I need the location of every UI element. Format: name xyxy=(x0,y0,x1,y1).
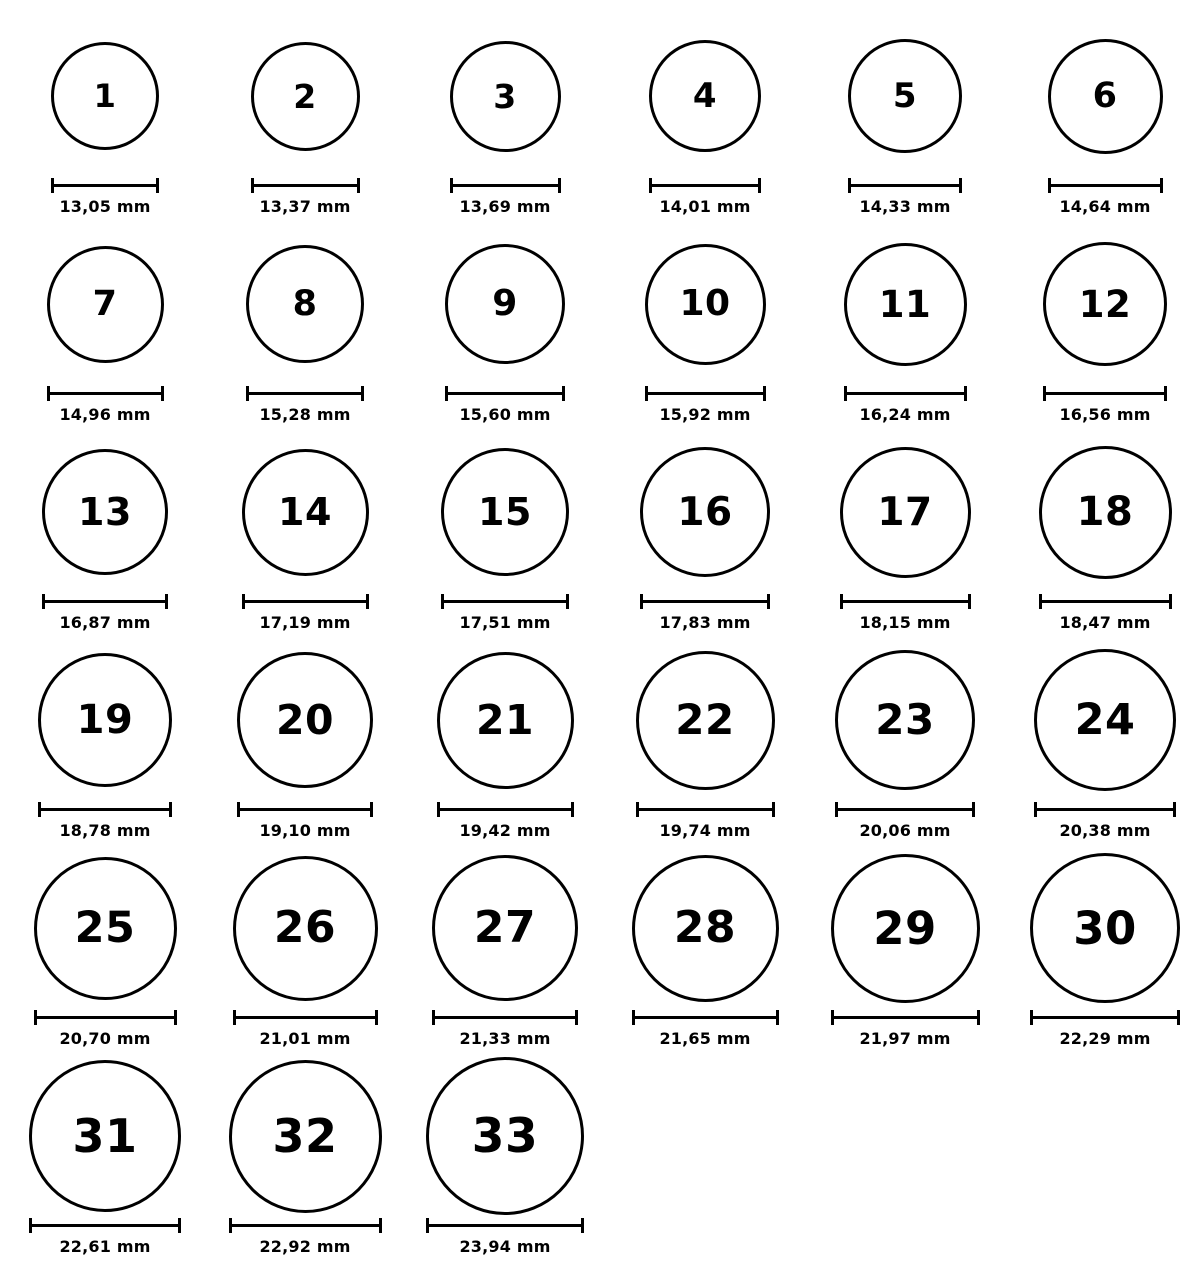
diameter-dimension-line xyxy=(1043,386,1167,400)
dimension-cap-left xyxy=(51,178,54,193)
ring-circle-slot xyxy=(441,430,569,594)
dimension-cap-left xyxy=(437,802,440,817)
dimension-cap-right xyxy=(581,1218,584,1233)
ring-size-number: 24 xyxy=(1074,694,1136,745)
dimension-cap-right xyxy=(767,594,770,609)
dimension-cap-right xyxy=(370,802,373,817)
diameter-label: 15,92 mm xyxy=(659,405,751,424)
dimension-bar xyxy=(47,392,164,395)
dimension-cap-left xyxy=(1030,1010,1033,1025)
dimension-bar xyxy=(1048,184,1163,187)
ring-size-number: 16 xyxy=(677,489,733,535)
diameter-dimension-line xyxy=(437,802,574,816)
dimension-bar xyxy=(1034,808,1176,811)
dimension-cap-left xyxy=(34,1010,37,1025)
dimension-cap-right xyxy=(169,802,172,817)
dimension-cap-right xyxy=(1160,178,1163,193)
diameter-dimension-line xyxy=(251,178,360,192)
dimension-bar xyxy=(437,808,574,811)
diameter-label: 15,60 mm xyxy=(459,405,551,424)
ring-circle xyxy=(426,1057,584,1215)
ring-size-number: 33 xyxy=(471,1108,539,1164)
dimension-cap-left xyxy=(840,594,843,609)
diameter-label: 19,10 mm xyxy=(259,821,351,840)
diameter-dimension-line xyxy=(432,1010,578,1024)
diameter-label: 14,96 mm xyxy=(59,405,151,424)
diameter-dimension-line xyxy=(640,594,770,608)
dimension-bar xyxy=(1039,600,1172,603)
diameter-label: 20,38 mm xyxy=(1059,821,1151,840)
ring-circle-slot xyxy=(1048,14,1163,178)
diameter-dimension-line xyxy=(233,1010,378,1024)
dimension-cap-left xyxy=(632,1010,635,1025)
diameter-dimension-line xyxy=(835,802,975,816)
dimension-cap-left xyxy=(38,802,41,817)
dimension-cap-right xyxy=(1164,386,1167,401)
ring-circle xyxy=(251,42,360,151)
ring-size-cell xyxy=(210,14,400,216)
diameter-label: 17,51 mm xyxy=(459,613,551,632)
dimension-cap-right xyxy=(772,802,775,817)
ring-circle-slot xyxy=(437,638,574,802)
ring-size-number: 10 xyxy=(679,283,731,324)
ring-circle xyxy=(649,40,761,152)
dimension-cap-left xyxy=(1039,594,1042,609)
ring-circle-slot xyxy=(831,846,980,1010)
dimension-bar xyxy=(844,392,967,395)
ring-size-cell xyxy=(610,14,800,216)
dimension-cap-left xyxy=(645,386,648,401)
ring-size-cell xyxy=(810,14,1000,216)
dimension-cap-left xyxy=(233,1010,236,1025)
ring-circle xyxy=(1030,853,1180,1003)
ring-circle xyxy=(450,41,561,152)
diameter-dimension-line xyxy=(831,1010,980,1024)
diameter-dimension-line xyxy=(29,1218,181,1232)
ring-circle xyxy=(38,653,172,787)
ring-size-number: 31 xyxy=(72,1109,138,1163)
dimension-cap-left xyxy=(229,1218,232,1233)
dimension-cap-left xyxy=(1034,802,1037,817)
dimension-cap-left xyxy=(42,594,45,609)
ring-size-number: 4 xyxy=(692,76,718,116)
diameter-label: 14,64 mm xyxy=(1059,197,1151,216)
dimension-cap-left xyxy=(441,594,444,609)
diameter-label: 19,42 mm xyxy=(459,821,551,840)
dimension-cap-right xyxy=(161,386,164,401)
diameter-dimension-line xyxy=(42,594,168,608)
dimension-cap-left xyxy=(47,386,50,401)
dimension-cap-left xyxy=(246,386,249,401)
diameter-label: 16,56 mm xyxy=(1059,405,1151,424)
ring-circle xyxy=(840,447,971,578)
dimension-cap-left xyxy=(450,178,453,193)
ring-size-cell xyxy=(610,638,800,840)
diameter-label: 22,29 mm xyxy=(1059,1029,1151,1048)
ring-circle-slot xyxy=(649,14,761,178)
ring-circle-slot xyxy=(445,222,565,386)
diameter-dimension-line xyxy=(34,1010,177,1024)
ring-size-number: 18 xyxy=(1076,489,1134,535)
ring-size-number: 21 xyxy=(475,695,535,744)
ring-circle xyxy=(237,652,373,788)
ring-size-number: 17 xyxy=(877,489,933,535)
dimension-bar xyxy=(445,392,565,395)
dimension-bar xyxy=(29,1224,181,1227)
diameter-label: 17,19 mm xyxy=(259,613,351,632)
ring-circle xyxy=(233,856,378,1001)
ring-size-cell xyxy=(210,638,400,840)
ring-size-number: 13 xyxy=(78,490,132,534)
dimension-cap-right xyxy=(776,1010,779,1025)
ring-circle xyxy=(42,449,168,575)
diameter-dimension-line xyxy=(1048,178,1163,192)
ring-size-cell xyxy=(410,846,600,1048)
ring-circle xyxy=(445,244,565,364)
ring-circle xyxy=(229,1060,382,1213)
ring-size-number: 11 xyxy=(878,282,932,326)
dimension-cap-left xyxy=(242,594,245,609)
ring-size-cell xyxy=(10,638,200,840)
ring-circle-slot xyxy=(1043,222,1167,386)
ring-size-number: 1 xyxy=(93,77,117,115)
ring-circle xyxy=(835,650,975,790)
ring-circle xyxy=(831,854,980,1003)
dimension-cap-right xyxy=(165,594,168,609)
dimension-cap-right xyxy=(758,178,761,193)
diameter-dimension-line xyxy=(441,594,569,608)
ring-circle xyxy=(844,243,967,366)
ring-circle-slot xyxy=(432,846,578,1010)
dimension-cap-right xyxy=(562,386,565,401)
diameter-dimension-line xyxy=(645,386,766,400)
diameter-dimension-line xyxy=(848,178,962,192)
ring-size-cell xyxy=(810,430,1000,632)
dimension-cap-right xyxy=(375,1010,378,1025)
diameter-dimension-line xyxy=(450,178,561,192)
diameter-dimension-line xyxy=(649,178,761,192)
dimension-cap-left xyxy=(432,1010,435,1025)
dimension-bar xyxy=(636,808,775,811)
ring-size-cell xyxy=(810,846,1000,1048)
ring-size-cell xyxy=(410,638,600,840)
dimension-cap-left xyxy=(844,386,847,401)
ring-circle xyxy=(1039,446,1172,579)
dimension-bar xyxy=(645,392,766,395)
diameter-dimension-line xyxy=(632,1010,779,1024)
dimension-bar xyxy=(848,184,962,187)
diameter-label: 20,06 mm xyxy=(859,821,951,840)
diameter-label: 14,33 mm xyxy=(859,197,951,216)
ring-size-number: 6 xyxy=(1092,75,1118,116)
dimension-cap-left xyxy=(445,386,448,401)
dimension-cap-left xyxy=(29,1218,32,1233)
ring-size-grid xyxy=(0,14,1200,1262)
ring-circle-slot xyxy=(51,14,159,178)
dimension-cap-right xyxy=(379,1218,382,1233)
diameter-label: 13,37 mm xyxy=(259,197,351,216)
ring-circle xyxy=(246,245,364,363)
diameter-label: 13,69 mm xyxy=(459,197,551,216)
ring-size-number: 8 xyxy=(292,283,318,324)
dimension-bar xyxy=(237,808,373,811)
diameter-label: 22,92 mm xyxy=(259,1237,351,1256)
ring-size-cell xyxy=(10,14,200,216)
ring-size-number: 27 xyxy=(473,902,537,953)
ring-circle-slot xyxy=(840,430,971,594)
ring-size-cell xyxy=(210,430,400,632)
ring-circle xyxy=(437,652,574,789)
dimension-bar xyxy=(246,392,364,395)
ring-circle-slot xyxy=(645,222,766,386)
ring-size-number: 32 xyxy=(272,1109,338,1163)
diameter-label: 18,15 mm xyxy=(859,613,951,632)
ring-circle-slot xyxy=(237,638,373,802)
ring-size-cell xyxy=(210,222,400,424)
diameter-label: 21,33 mm xyxy=(459,1029,551,1048)
ring-circle xyxy=(632,855,779,1002)
ring-size-number: 28 xyxy=(673,902,737,953)
ring-size-number: 12 xyxy=(1078,282,1132,326)
diameter-dimension-line xyxy=(445,386,565,400)
dimension-bar xyxy=(38,808,172,811)
diameter-dimension-line xyxy=(229,1218,382,1232)
ring-circle xyxy=(242,449,369,576)
dimension-cap-right xyxy=(968,594,971,609)
dimension-cap-right xyxy=(763,386,766,401)
dimension-cap-left xyxy=(640,594,643,609)
diameter-label: 21,65 mm xyxy=(659,1029,751,1048)
dimension-cap-left xyxy=(831,1010,834,1025)
ring-circle-slot xyxy=(246,222,364,386)
ring-circle xyxy=(645,244,766,365)
diameter-dimension-line xyxy=(38,802,172,816)
ring-size-number: 20 xyxy=(275,695,335,744)
ring-size-number: 7 xyxy=(92,283,118,324)
dimension-bar xyxy=(441,600,569,603)
ring-size-cell xyxy=(410,430,600,632)
diameter-label: 21,01 mm xyxy=(259,1029,351,1048)
diameter-label: 15,28 mm xyxy=(259,405,351,424)
dimension-bar xyxy=(233,1016,378,1019)
dimension-cap-right xyxy=(558,178,561,193)
ring-circle-slot xyxy=(844,222,967,386)
dimension-bar xyxy=(242,600,369,603)
ring-size-cell xyxy=(210,846,400,1048)
ring-size-cell xyxy=(10,430,200,632)
ring-circle xyxy=(47,246,164,363)
ring-circle-slot xyxy=(229,1054,382,1218)
ring-circle xyxy=(432,855,578,1001)
ring-circle xyxy=(1043,242,1167,366)
dimension-cap-left xyxy=(426,1218,429,1233)
dimension-cap-right xyxy=(959,178,962,193)
ring-size-cell xyxy=(410,14,600,216)
ring-size-cell xyxy=(410,222,600,424)
ring-circle-slot xyxy=(450,14,561,178)
dimension-cap-right xyxy=(1169,594,1172,609)
ring-size-cell xyxy=(1010,846,1200,1048)
diameter-label: 16,87 mm xyxy=(59,613,151,632)
ring-circle-slot xyxy=(1034,638,1176,802)
ring-circle-slot xyxy=(34,846,177,1010)
ring-size-number: 2 xyxy=(293,76,317,116)
ring-size-cell xyxy=(610,222,800,424)
diameter-label: 17,83 mm xyxy=(659,613,751,632)
ring-size-number: 25 xyxy=(74,902,136,953)
dimension-bar xyxy=(426,1224,584,1227)
ring-circle-slot xyxy=(632,846,779,1010)
ring-size-number: 23 xyxy=(875,695,935,744)
dimension-bar xyxy=(432,1016,578,1019)
ring-circle-slot xyxy=(636,638,775,802)
dimension-bar xyxy=(640,600,770,603)
dimension-cap-left xyxy=(1043,386,1046,401)
diameter-dimension-line xyxy=(1034,802,1176,816)
diameter-label: 19,74 mm xyxy=(659,821,751,840)
diameter-dimension-line xyxy=(51,178,159,192)
ring-size-number: 19 xyxy=(76,697,134,743)
dimension-cap-right xyxy=(174,1010,177,1025)
diameter-dimension-line xyxy=(1039,594,1172,608)
dimension-bar xyxy=(1030,1016,1180,1019)
ring-size-cell xyxy=(10,222,200,424)
diameter-dimension-line xyxy=(636,802,775,816)
diameter-label: 22,61 mm xyxy=(59,1237,151,1256)
diameter-dimension-line xyxy=(426,1218,584,1232)
ring-size-cell xyxy=(810,222,1000,424)
ring-size-cell xyxy=(10,846,200,1048)
dimension-cap-right xyxy=(964,386,967,401)
diameter-label: 18,78 mm xyxy=(59,821,151,840)
dimension-bar xyxy=(840,600,971,603)
ring-circle xyxy=(1048,39,1163,154)
ring-circle xyxy=(640,447,770,577)
ring-circle-slot xyxy=(835,638,975,802)
ring-circle-slot xyxy=(42,430,168,594)
dimension-cap-left xyxy=(251,178,254,193)
dimension-cap-right xyxy=(1177,1010,1180,1025)
diameter-dimension-line xyxy=(1030,1010,1180,1024)
dimension-cap-right xyxy=(575,1010,578,1025)
ring-size-number: 15 xyxy=(478,490,532,534)
diameter-label: 14,01 mm xyxy=(659,197,751,216)
dimension-cap-right xyxy=(156,178,159,193)
ring-circle xyxy=(441,448,569,576)
ring-circle xyxy=(34,857,177,1000)
ring-circle xyxy=(848,39,962,153)
ring-circle-slot xyxy=(242,430,369,594)
ring-size-cell xyxy=(410,1054,600,1256)
dimension-cap-right xyxy=(357,178,360,193)
dimension-cap-right xyxy=(178,1218,181,1233)
dimension-bar xyxy=(34,1016,177,1019)
dimension-cap-left xyxy=(835,802,838,817)
dimension-bar xyxy=(835,808,975,811)
ring-size-number: 30 xyxy=(1073,901,1137,955)
dimension-bar xyxy=(450,184,561,187)
dimension-bar xyxy=(649,184,761,187)
diameter-label: 23,94 mm xyxy=(459,1237,551,1256)
dimension-bar xyxy=(251,184,360,187)
ring-circle-slot xyxy=(38,638,172,802)
ring-circle xyxy=(51,42,159,150)
ring-circle-slot xyxy=(251,14,360,178)
dimension-cap-right xyxy=(571,802,574,817)
ring-size-cell xyxy=(610,430,800,632)
dimension-cap-left xyxy=(649,178,652,193)
diameter-dimension-line xyxy=(47,386,164,400)
ring-circle-slot xyxy=(29,1054,181,1218)
diameter-dimension-line xyxy=(242,594,369,608)
dimension-bar xyxy=(51,184,159,187)
ring-size-number: 26 xyxy=(273,902,337,953)
ring-size-number: 3 xyxy=(493,76,517,116)
diameter-dimension-line xyxy=(246,386,364,400)
dimension-bar xyxy=(632,1016,779,1019)
ring-circle-slot xyxy=(426,1054,584,1218)
diameter-dimension-line xyxy=(237,802,373,816)
ring-size-cell xyxy=(1010,430,1200,632)
dimension-cap-right xyxy=(1173,802,1176,817)
diameter-label: 18,47 mm xyxy=(1059,613,1151,632)
ring-size-number: 5 xyxy=(892,76,918,116)
ring-circle-slot xyxy=(1039,430,1172,594)
dimension-cap-right xyxy=(366,594,369,609)
dimension-cap-left xyxy=(1048,178,1051,193)
diameter-label: 13,05 mm xyxy=(59,197,151,216)
dimension-bar xyxy=(229,1224,382,1227)
diameter-dimension-line xyxy=(840,594,971,608)
dimension-cap-left xyxy=(636,802,639,817)
dimension-cap-left xyxy=(848,178,851,193)
ring-size-number: 14 xyxy=(278,490,332,534)
dimension-cap-right xyxy=(972,802,975,817)
ring-size-number: 9 xyxy=(492,283,518,324)
ring-circle xyxy=(636,651,775,790)
dimension-cap-left xyxy=(237,802,240,817)
ring-size-cell xyxy=(1010,638,1200,840)
ring-size-cell xyxy=(810,638,1000,840)
ring-circle-slot xyxy=(848,14,962,178)
dimension-bar xyxy=(831,1016,980,1019)
dimension-cap-right xyxy=(977,1010,980,1025)
diameter-label: 20,70 mm xyxy=(59,1029,151,1048)
ring-circle xyxy=(1034,649,1176,791)
ring-circle-slot xyxy=(1030,846,1180,1010)
dimension-bar xyxy=(1043,392,1167,395)
diameter-label: 16,24 mm xyxy=(859,405,951,424)
ring-size-cell xyxy=(610,846,800,1048)
diameter-label: 21,97 mm xyxy=(859,1029,951,1048)
dimension-cap-right xyxy=(566,594,569,609)
diameter-dimension-line xyxy=(844,386,967,400)
ring-circle-slot xyxy=(640,430,770,594)
dimension-cap-right xyxy=(361,386,364,401)
ring-size-cell xyxy=(10,1054,200,1256)
ring-circle-slot xyxy=(233,846,378,1010)
ring-size-cell xyxy=(210,1054,400,1256)
ring-circle xyxy=(29,1060,181,1212)
ring-size-cell xyxy=(1010,222,1200,424)
dimension-bar xyxy=(42,600,168,603)
ring-size-number: 29 xyxy=(873,901,937,955)
ring-circle-slot xyxy=(47,222,164,386)
ring-size-cell xyxy=(1010,14,1200,216)
ring-size-number: 22 xyxy=(675,695,735,744)
